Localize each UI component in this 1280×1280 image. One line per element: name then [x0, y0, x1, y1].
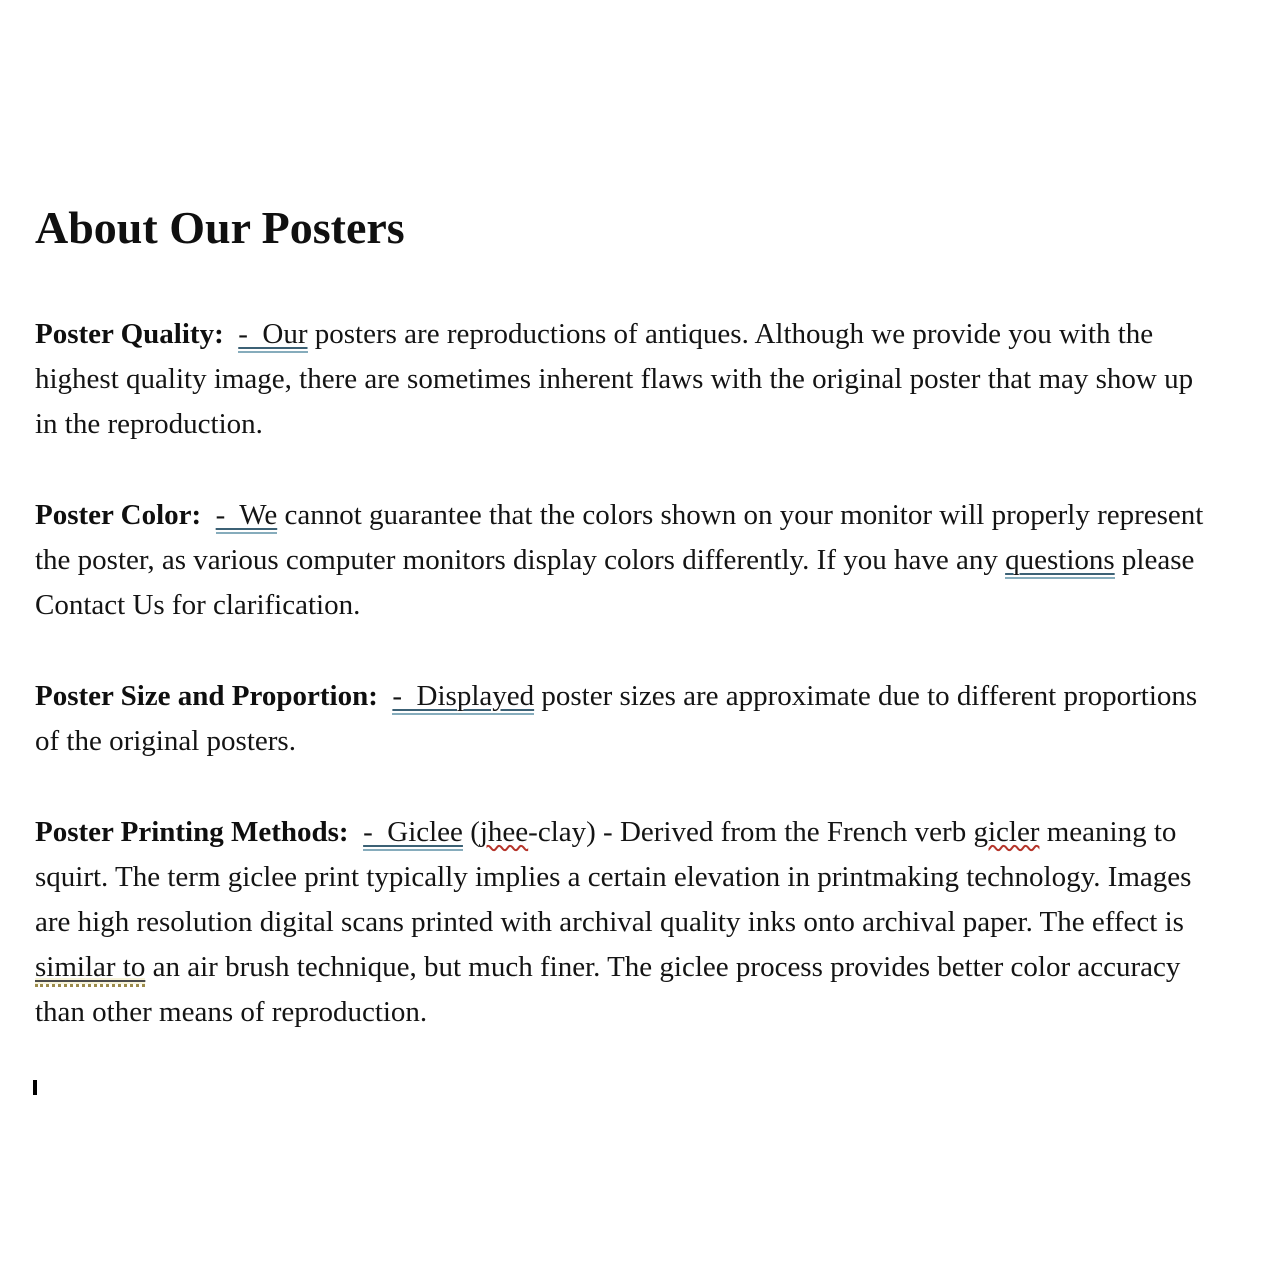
paragraph-poster-printing-methods [35, 810, 1207, 1035]
grammar-flagged-text: similar to [35, 951, 145, 987]
paragraph-text: meaning to squirt. The term giclee print typically implies a certain elevation in printmaking technology. Images are high resolution digital scans printed with archival quality inks onto archival paper. The effect is [35, 815, 1199, 938]
paragraph-text [224, 318, 239, 350]
paragraph-label: Poster Color: [35, 498, 202, 531]
paragraph-label: Poster Printing Methods: [35, 815, 349, 848]
paragraph-label: Poster Size and Proportion: [35, 679, 378, 712]
paragraph-text: -clay) - Derived from the French verb [528, 815, 974, 848]
misspelled-word: gicler [973, 815, 1040, 848]
underlined-link-text[interactable]: - Our [238, 318, 307, 353]
paragraph-poster-quality [35, 312, 1207, 447]
paragraph-poster-size-and-proportion [35, 674, 1207, 764]
paragraph-text [349, 816, 364, 848]
underlined-link-text[interactable]: questions [1005, 544, 1115, 579]
paragraph-text: ( [462, 815, 480, 848]
paragraph-text: an air brush technique, but much finer. The giclee process provides better color accuracy than other means of reproduction. [35, 950, 1188, 1028]
paragraph-text: cannot guarantee that the colors shown on your monitor will properly represent the poster, as various computer monitors display colors differently. If you have any [35, 498, 1211, 576]
underlined-link-text[interactable]: - We [216, 499, 278, 534]
underlined-link-text[interactable]: - Displayed [392, 680, 534, 715]
paragraph-text: posters are reproductions of antiques. Although we provide you with the highest quality image, there are sometimes inherent flaws with the original poster that may show up in the reproduction. [35, 317, 1201, 440]
document-content [35, 202, 1211, 1081]
misspelled-word: jhee [479, 815, 529, 848]
paragraph-label: Poster Quality: [35, 317, 224, 350]
paragraph-text: poster sizes are approximate due to different proportions of the original posters. [35, 679, 1205, 757]
page-title: About Our Posters [35, 202, 405, 253]
paragraph-text [378, 680, 393, 712]
underlined-link-text[interactable]: - Giclee [363, 816, 463, 851]
paragraph-poster-color [35, 493, 1211, 628]
caret-mark [33, 1080, 37, 1095]
paragraph-text [201, 499, 216, 531]
paragraph-text: please Contact Us for clarification. [35, 543, 1202, 621]
paragraph-list [35, 312, 1211, 1035]
